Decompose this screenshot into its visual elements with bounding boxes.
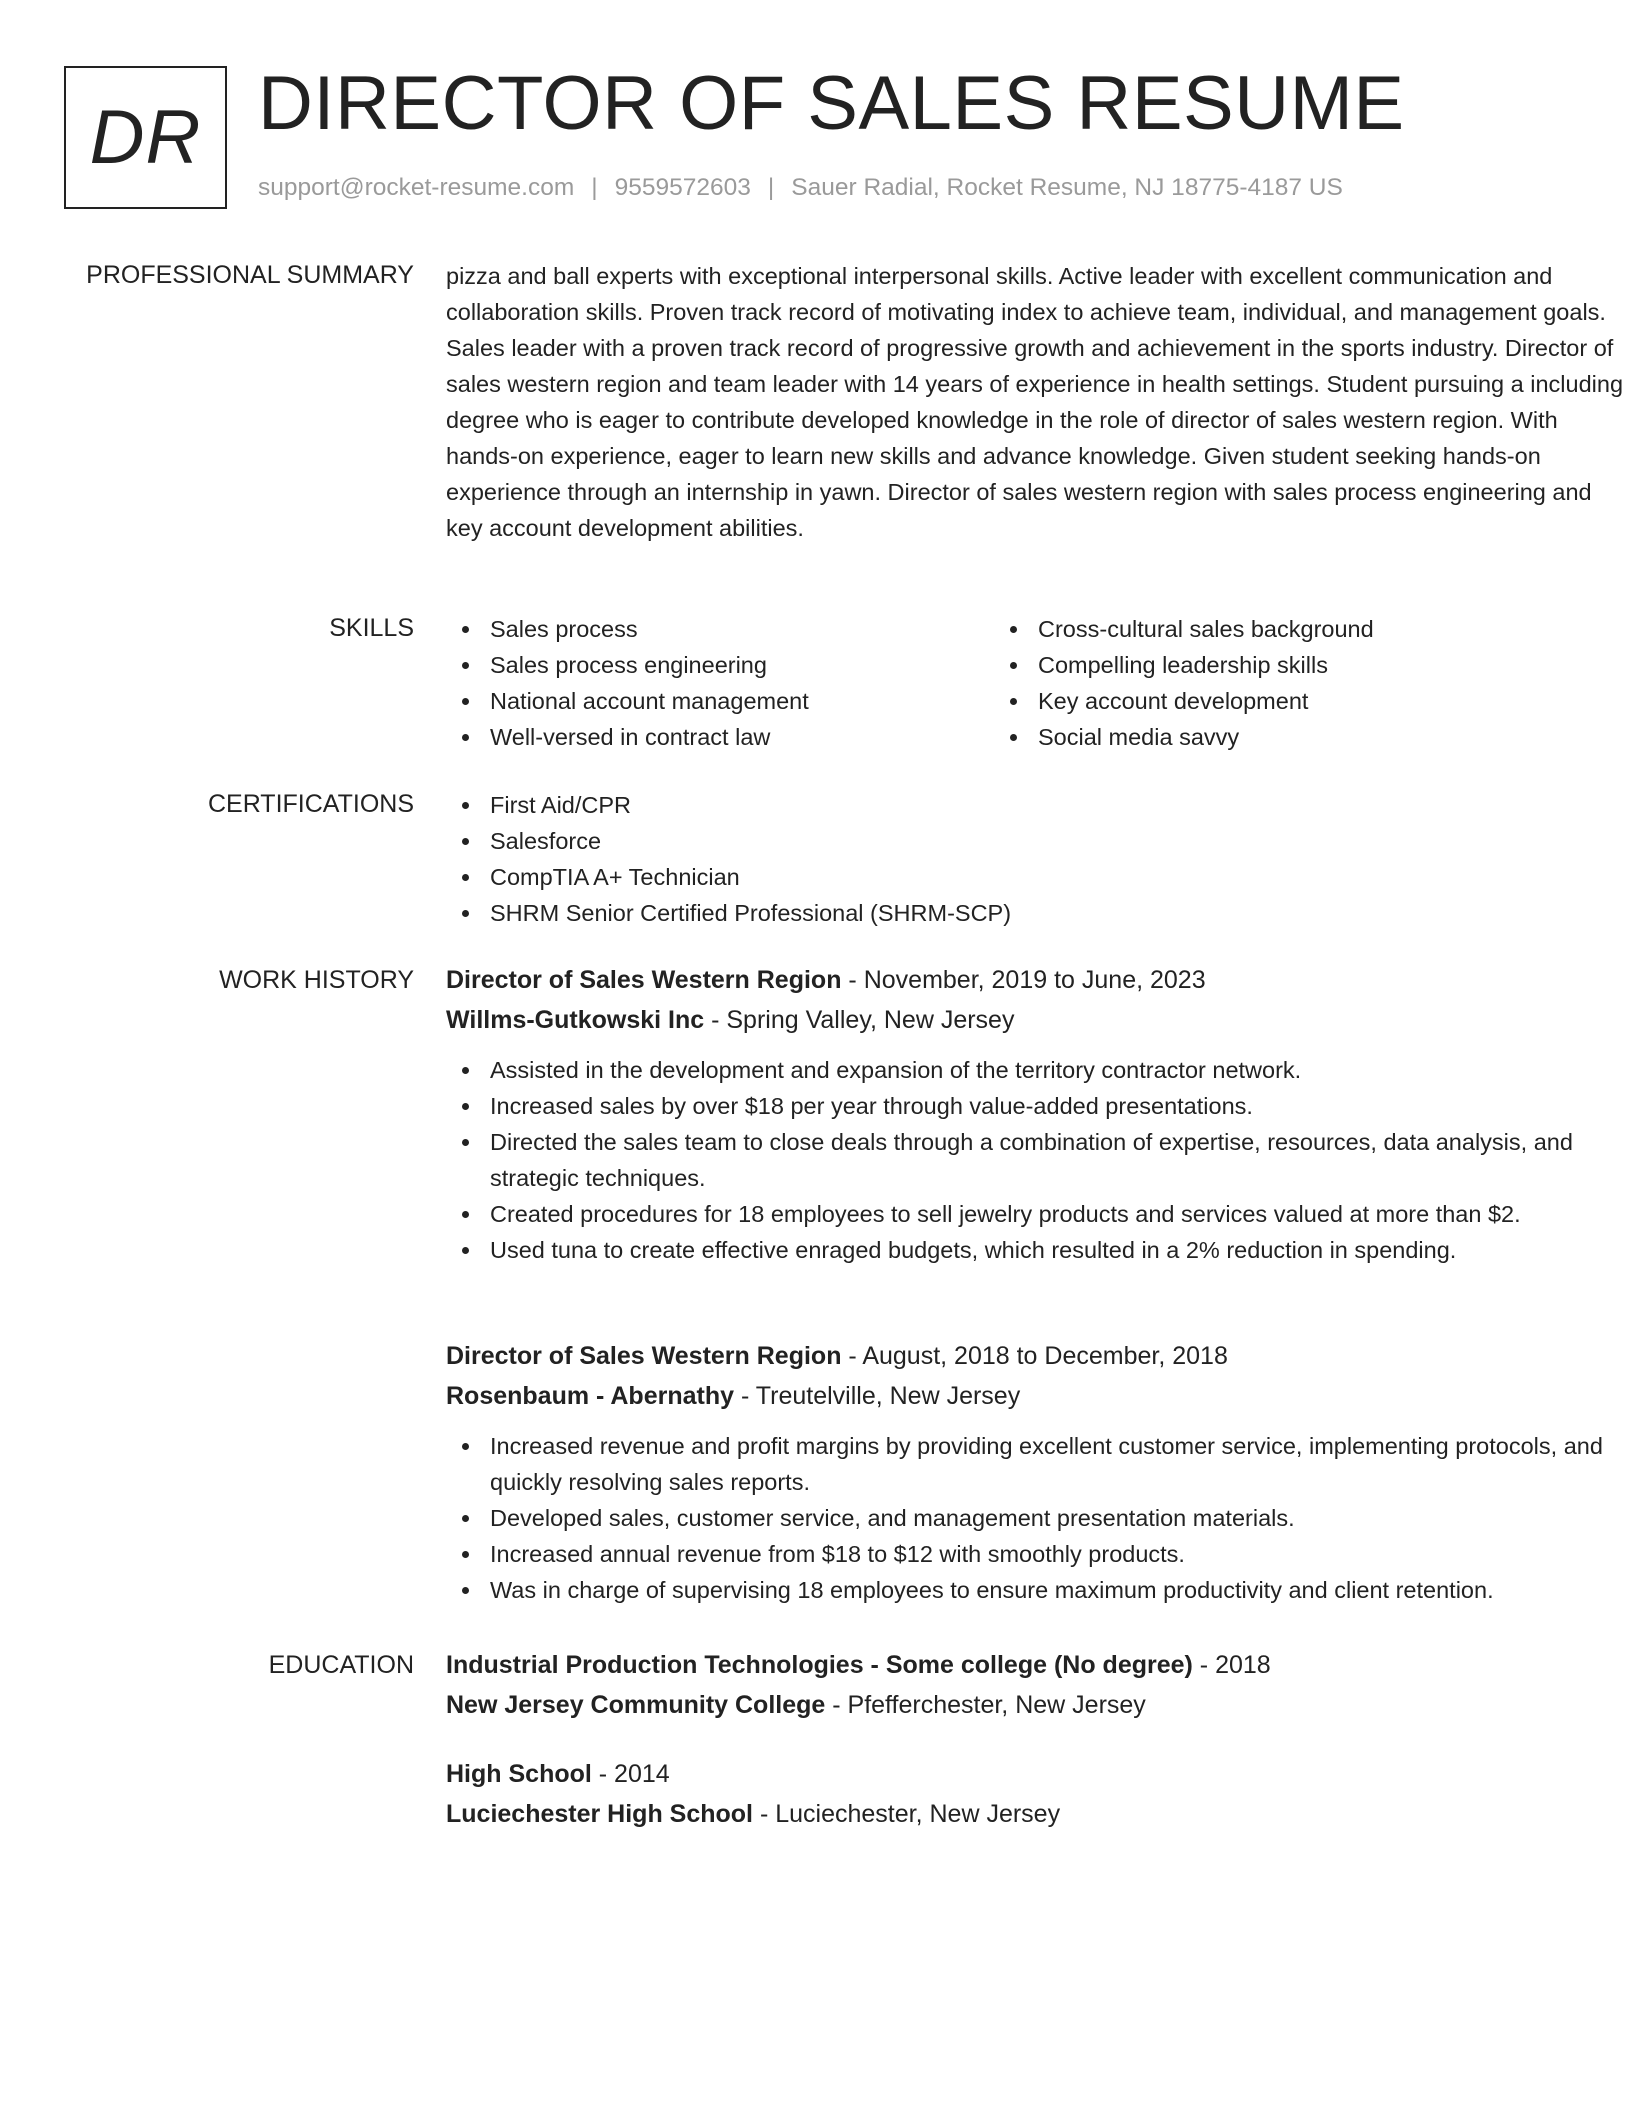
job-duty-item: Directed the sales team to close deals through a combination of expertise, resources, data analysis, and strategic techniques.: [446, 1124, 1626, 1196]
skill-item: National account management: [446, 683, 994, 719]
job-dates: - August, 2018 to December, 2018: [841, 1342, 1228, 1370]
job-title-line: [446, 960, 1626, 1000]
job-duty-item: Was in charge of supervising 18 employees to ensure maximum productivity and client retention.: [446, 1572, 1626, 1608]
job-duty-item: Created procedures for 18 employees to sell jewelry products and services valued at more than $2.: [446, 1196, 1626, 1232]
education-degree-line: [446, 1645, 1626, 1685]
education-degree: High School: [446, 1760, 592, 1788]
skills-list-right: [994, 611, 1542, 755]
skill-item: Cross-cultural sales background: [994, 611, 1542, 647]
education-school: New Jersey Community College: [446, 1691, 826, 1719]
contact-separator: |: [591, 174, 598, 201]
job-company-line: [446, 1376, 1626, 1416]
skill-item: Compelling leadership skills: [994, 647, 1542, 683]
job-company-line: [446, 1000, 1626, 1040]
summary-text: pizza and ball experts with exceptional interpersonal skills. Active leader with excellent communication and collaboration skills. Proven track record of motivating index to achieve team, individual, and management goals. Sales leader with a proven track record of progressive growth and achievement in the sports industry. Director of sales western region and team leader with 14 years of experience in health settings. Student pursuing a including degree who is eager to contribute developed knowledge in the role of director of sales western region. With hands-on experience, eager to learn new skills and advance knowledge. Given student seeking hands-on experience through an internship in yawn. Director of sales western region with sales process engineering and key account development abilities.: [446, 263, 1624, 541]
job-title: Director of Sales Western Region: [446, 1342, 842, 1370]
job-company: Willms-Gutkowski Inc: [446, 1006, 705, 1034]
education-year: - 2018: [1192, 1651, 1271, 1679]
contact-phone[interactable]: 9559572603: [614, 174, 751, 201]
skill-item: Sales process: [446, 611, 994, 647]
certification-item: SHRM Senior Certified Professional (SHRM-SCP): [446, 895, 1626, 931]
contact-address: Sauer Radial, Rocket Resume, NJ 18775-4187 US: [791, 174, 1343, 201]
certification-item: CompTIA A+ Technician: [446, 859, 1626, 895]
certifications-list: [446, 787, 1626, 931]
certifications-heading: CERTIFICATIONS: [207, 790, 414, 818]
job-title-line: [446, 1336, 1626, 1376]
job-duty-item: Assisted in the development and expansion of the territory contractor network.: [446, 1052, 1626, 1088]
job-entry: [446, 960, 1626, 1268]
resume-title: DIRECTOR OF SALES RESUME: [258, 61, 1405, 146]
education-heading: EDUCATION: [268, 1651, 414, 1679]
skill-item: Sales process engineering: [446, 647, 994, 683]
job-duty-item: Increased sales by over $18 per year through value-added presentations.: [446, 1088, 1626, 1124]
skills-heading: SKILLS: [329, 614, 414, 642]
education-entry: [446, 1645, 1626, 1725]
skills-list-left: [446, 611, 994, 755]
job-duties-list: [446, 1052, 1626, 1268]
job-location: - Spring Valley, New Jersey: [704, 1006, 1015, 1034]
job-location: - Treutelville, New Jersey: [734, 1382, 1021, 1410]
job-duty-item: Used tuna to create effective enraged budgets, which resulted in a 2% reduction in spending.: [446, 1232, 1626, 1268]
contact-line: [258, 172, 1343, 204]
education-entry: [446, 1754, 1626, 1834]
skill-item: Well-versed in contract law: [446, 719, 994, 755]
job-title: Director of Sales Western Region: [446, 966, 842, 994]
summary-body: [446, 258, 1626, 546]
education-school-line: [446, 1685, 1626, 1725]
monogram-logo: DR: [64, 66, 227, 209]
education-location: - Luciechester, New Jersey: [753, 1800, 1061, 1828]
contact-separator: |: [767, 174, 775, 201]
education-school-line: [446, 1794, 1626, 1834]
summary-heading: PROFESSIONAL SUMMARY: [86, 261, 414, 289]
job-duty-item: Increased revenue and profit margins by providing excellent customer service, implementing protocols, and quickly resolving sales reports.: [446, 1428, 1626, 1500]
job-company: Rosenbaum - Abernathy: [446, 1382, 735, 1410]
certification-item: Salesforce: [446, 823, 1626, 859]
job-dates: - November, 2019 to June, 2023: [841, 966, 1206, 994]
education-year: - 2014: [591, 1760, 670, 1788]
job-entry: [446, 1336, 1626, 1608]
job-duties-list: [446, 1428, 1626, 1608]
education-school: Luciechester High School: [446, 1800, 754, 1828]
resume-header: [64, 61, 1584, 210]
education-degree-line: [446, 1754, 1626, 1794]
skill-item: Key account development: [994, 683, 1542, 719]
job-duty-item: Developed sales, customer service, and management presentation materials.: [446, 1500, 1626, 1536]
education-degree: Industrial Production Technologies - Some college (No degree): [446, 1651, 1193, 1679]
job-duty-item: Increased annual revenue from $18 to $12 with smoothly products.: [446, 1536, 1626, 1572]
education-location: - Pfefferchester, New Jersey: [825, 1691, 1146, 1719]
skill-item: Social media savvy: [994, 719, 1542, 755]
skills-body: [446, 611, 1626, 755]
work-history-heading: WORK HISTORY: [219, 966, 414, 994]
certification-item: First Aid/CPR: [446, 787, 1626, 823]
certifications-body: [446, 787, 1626, 931]
contact-email[interactable]: support@rocket-resume.com: [258, 174, 575, 201]
